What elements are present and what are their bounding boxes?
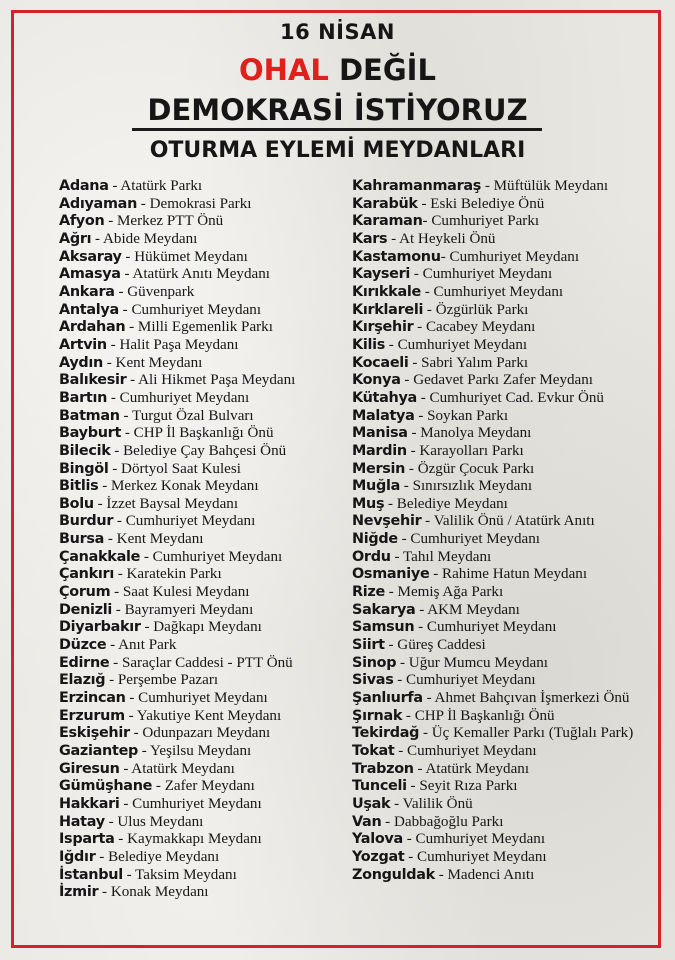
- meeting-place: - Cumhuriyet Meydanı: [113, 513, 256, 530]
- list-item: [352, 602, 644, 620]
- city-name: Sakarya: [352, 601, 416, 618]
- city-name: Konya: [352, 372, 401, 389]
- left-city-list: [59, 178, 344, 902]
- meeting-place: - Cumhuriyet Meydanı: [440, 248, 580, 265]
- list-item: [352, 814, 644, 832]
- city-name: Tunceli: [352, 778, 407, 795]
- meeting-place: - Manolya Meydanı: [407, 425, 532, 442]
- meeting-place: - Cumhuriyet Meydanı: [410, 266, 553, 283]
- city-name: Tekirdağ: [352, 725, 420, 742]
- city-name: Edirne: [59, 654, 110, 671]
- city-name: Eskişehir: [59, 725, 130, 742]
- meeting-place: - Dabbağoğlu Parkı: [381, 813, 504, 830]
- list-item: [352, 849, 644, 867]
- list-item: [59, 425, 344, 443]
- list-item: [59, 725, 344, 743]
- list-item: [352, 549, 644, 567]
- city-name: Bartın: [59, 389, 108, 406]
- list-item: [59, 849, 344, 867]
- city-name: Uşak: [352, 795, 391, 812]
- list-item: [59, 619, 344, 637]
- list-item: [352, 672, 644, 690]
- list-item: [59, 302, 344, 320]
- subtitle-heading: OTURMA EYLEMİ MEYDANLARI: [149, 138, 526, 163]
- city-name: Zonguldak: [352, 866, 435, 883]
- list-item: [59, 266, 344, 284]
- list-item: [352, 867, 644, 885]
- list-item: [59, 778, 344, 796]
- list-item: [59, 461, 344, 479]
- city-name: Yozgat: [352, 848, 405, 865]
- meeting-place: - Valilik Önü / Atatürk Anıtı: [421, 513, 595, 530]
- meeting-place: - Odunpazarı Meydanı: [129, 725, 271, 742]
- list-item: [352, 478, 644, 496]
- list-item: [59, 584, 344, 602]
- list-item: [352, 302, 644, 320]
- list-item: [59, 602, 344, 620]
- meeting-place: - Milli Egemenlik Parkı: [125, 319, 273, 336]
- city-name: Hatay: [59, 813, 105, 830]
- meeting-place: - Atatürk Meydanı: [119, 760, 235, 777]
- meeting-place: - Cumhuriyet Meydanı: [118, 301, 262, 318]
- city-name: Van: [352, 813, 382, 830]
- meeting-place: - Perşembe Pazarı: [105, 672, 219, 689]
- meeting-place: - Halit Paşa Meydanı: [106, 336, 239, 353]
- city-name: Kilis: [352, 336, 386, 353]
- list-item: [352, 231, 644, 249]
- meeting-place: - CHP İl Başkanlığı Önü: [121, 425, 274, 442]
- meeting-place: - Hükümet Meydanı: [121, 248, 248, 265]
- meeting-place: - Seyit Rıza Parkı: [406, 778, 518, 795]
- meeting-place: - Cumhuriyet Meydanı: [393, 672, 536, 689]
- list-item: [59, 549, 344, 567]
- meeting-place: - Sınırsızlık Meydanı: [400, 478, 533, 495]
- city-name: Gaziantep: [59, 743, 139, 759]
- city-name: Erzurum: [59, 707, 125, 724]
- heading-underline: [132, 128, 542, 131]
- meeting-place: - Bayramyeri Meydanı: [112, 601, 254, 618]
- list-item: [59, 337, 344, 355]
- city-name: Kastamonu: [352, 248, 441, 265]
- list-item: [352, 178, 644, 196]
- city-name: Şırnak: [352, 707, 403, 724]
- city-name: Mersin: [352, 460, 406, 477]
- city-name: Çankırı: [59, 566, 114, 583]
- list-item: [59, 249, 344, 267]
- meeting-place: - Üç Kemaller Parkı (Tuğlalı Park): [419, 725, 634, 742]
- city-name: Düzce: [59, 637, 107, 654]
- meeting-place: - Yakutiye Kent Meydanı: [124, 707, 282, 724]
- city-name: Ankara: [59, 283, 115, 300]
- meeting-place: - Ahmet Bahçıvan İşmerkezi Önü: [422, 690, 630, 707]
- right-city-list: [352, 178, 644, 884]
- city-name: Ağrı: [59, 230, 92, 247]
- list-item: [352, 461, 644, 479]
- date-heading: 16 NİSAN: [280, 20, 395, 44]
- city-name: Denizli: [59, 601, 113, 618]
- city-name: Sinop: [352, 654, 397, 671]
- city-name: Bingöl: [59, 460, 109, 477]
- city-name: Bitlis: [59, 478, 99, 495]
- list-item: [59, 761, 344, 779]
- list-item: [352, 355, 644, 373]
- list-item: [59, 814, 344, 832]
- meeting-place: - Yeşilsu Meydanı: [138, 743, 252, 759]
- meeting-place: - Cumhuriyet Meydanı: [107, 389, 250, 406]
- city-name: Karaman: [352, 213, 423, 230]
- meeting-place: - Taksim Meydanı: [122, 866, 237, 883]
- city-name: Hakkari: [59, 795, 120, 812]
- city-name: Malatya: [352, 407, 415, 424]
- meeting-place: - Cumhuriyet Cad. Evkur Önü: [416, 389, 604, 406]
- meeting-place: - Atatürk Anıtı Meydanı: [120, 266, 270, 283]
- meeting-place: - Cumhuriyet Meydanı: [420, 283, 564, 300]
- list-item: [59, 637, 344, 655]
- city-name: Aydın: [59, 354, 103, 371]
- meeting-place: - Merkez PTT Önü: [104, 213, 224, 230]
- list-item: [59, 566, 344, 584]
- city-name: Çorum: [59, 584, 111, 601]
- list-item: [59, 690, 344, 708]
- list-item: [59, 355, 344, 373]
- meeting-place: - Cumhuriyet Meydanı: [404, 848, 547, 865]
- city-name: Karabük: [352, 195, 418, 212]
- meeting-place: - Dağkapı Meydanı: [140, 619, 262, 636]
- city-name: Adana: [59, 178, 109, 194]
- city-name: Bursa: [59, 531, 105, 548]
- meeting-place: - Karayolları Parkı: [406, 442, 524, 459]
- city-name: Antalya: [59, 301, 119, 318]
- meeting-place: - Cumhuriyet Meydanı: [385, 336, 528, 353]
- meeting-place: - Eski Belediye Önü: [417, 195, 545, 212]
- meeting-place: - Valilik Önü: [390, 795, 473, 812]
- city-name: Kahramanmaraş: [352, 178, 482, 194]
- city-name: Gümüşhane: [59, 778, 153, 795]
- meeting-place: - Uğur Mumcu Meydanı: [396, 654, 548, 671]
- city-name: İzmir: [59, 884, 99, 901]
- list-item: [352, 778, 644, 796]
- meeting-place: - Cumhuriyet Meydanı: [402, 831, 546, 848]
- demokrasi-heading: DEMOKRASİ İSTİYORUZ: [147, 93, 528, 127]
- list-item: [59, 213, 344, 231]
- list-item: [352, 390, 644, 408]
- city-name: Erzincan: [59, 690, 126, 707]
- meeting-place: - Atatürk Parkı: [108, 178, 203, 194]
- list-item: [59, 831, 344, 849]
- city-name: Burdur: [59, 513, 114, 530]
- city-name: Samsun: [352, 619, 415, 636]
- city-name: Bayburt: [59, 425, 122, 442]
- city-name: Ardahan: [59, 319, 126, 336]
- list-item: [59, 408, 344, 426]
- ohal-heading: [0, 53, 675, 87]
- city-name: Batman: [59, 407, 120, 424]
- list-item: [352, 249, 644, 267]
- city-name: Şanlıurfa: [352, 690, 423, 707]
- city-name: Rize: [352, 584, 385, 601]
- meeting-place: - Sabri Yalım Parkı: [408, 354, 529, 371]
- meeting-place: - Cumhuriyet Meydanı: [414, 619, 557, 636]
- list-item: [352, 319, 644, 337]
- city-name: Artvin: [59, 336, 107, 353]
- list-item: [352, 619, 644, 637]
- meeting-place: - At Heykeli Önü: [387, 230, 496, 247]
- meeting-place: - Karatekin Parkı: [113, 566, 222, 583]
- list-item: [59, 884, 344, 902]
- city-name: Kütahya: [352, 389, 417, 406]
- meeting-place: - Kent Meydanı: [102, 354, 203, 371]
- city-name: Tokat: [352, 743, 395, 759]
- list-item: [59, 372, 344, 390]
- meeting-place: - Cumhuriyet Meydanı: [140, 548, 283, 565]
- city-name: Manisa: [352, 425, 408, 442]
- meeting-place: - Güvenpark: [114, 283, 195, 300]
- list-item: [352, 513, 644, 531]
- city-name: Kırıkkale: [352, 283, 421, 300]
- meeting-place: - Cumhuriyet Meydanı: [394, 743, 537, 759]
- city-name: Elazığ: [59, 672, 106, 689]
- meeting-place: - Cumhuriyet Meydanı: [119, 795, 262, 812]
- list-item: [59, 319, 344, 337]
- city-name: Afyon: [59, 213, 105, 230]
- city-name: Amasya: [59, 266, 121, 283]
- meeting-place: - Özgür Çocuk Parkı: [405, 460, 535, 477]
- meeting-place: - Cumhuriyet Meydanı: [397, 531, 540, 548]
- city-name: Balıkesir: [59, 372, 127, 389]
- list-item: [352, 655, 644, 673]
- meeting-place: - Ulus Meydanı: [104, 813, 204, 830]
- meeting-place: - Müftülük Meydanı: [481, 178, 609, 194]
- list-item: [59, 743, 344, 761]
- list-item: [352, 637, 644, 655]
- degil-word: DEĞİL: [328, 53, 436, 87]
- list-item: [352, 584, 644, 602]
- meeting-place: - Belediye Meydanı: [95, 848, 220, 865]
- city-name: Isparta: [59, 831, 115, 848]
- city-name: Kayseri: [352, 266, 411, 283]
- meeting-place: - Abide Meydanı: [91, 230, 198, 247]
- city-name: Aksaray: [59, 248, 122, 265]
- list-item: [352, 831, 644, 849]
- meeting-place: - AKM Meydanı: [415, 601, 520, 618]
- meeting-place: - Güreş Caddesi: [384, 637, 486, 654]
- list-item: [59, 284, 344, 302]
- meeting-place: - CHP İl Başkanlığı Önü: [402, 707, 555, 724]
- ohal-word: OHAL: [239, 53, 329, 87]
- list-item: [59, 867, 344, 885]
- list-item: [59, 196, 344, 214]
- list-item: [352, 213, 644, 231]
- list-item: [352, 531, 644, 549]
- city-name: Muğla: [352, 478, 401, 495]
- meeting-place: - Demokrasi Parkı: [137, 195, 252, 212]
- meeting-place: - Turgut Özal Bulvarı: [119, 407, 254, 424]
- list-item: [59, 231, 344, 249]
- meeting-place: - İzzet Baysal Meydanı: [93, 495, 239, 512]
- list-item: [352, 708, 644, 726]
- city-name: Bolu: [59, 495, 94, 512]
- city-name: Yalova: [352, 831, 403, 848]
- meeting-place: - Anıt Park: [106, 637, 177, 654]
- meeting-place: - Cumhuriyet Parkı: [422, 213, 540, 230]
- list-item: [352, 425, 644, 443]
- list-item: [352, 566, 644, 584]
- meeting-place: - Tahıl Meydanı: [390, 548, 492, 565]
- list-item: [352, 690, 644, 708]
- meeting-place: - Belediye Meydanı: [384, 495, 508, 512]
- city-name: Çanakkale: [59, 548, 141, 565]
- meeting-place: - Merkez Konak Meydanı: [98, 478, 259, 495]
- list-item: [352, 372, 644, 390]
- city-name: Siirt: [352, 637, 385, 654]
- city-name: Iğdır: [59, 848, 96, 865]
- meeting-place: - Soykan Parkı: [414, 407, 509, 424]
- list-item: [59, 443, 344, 461]
- city-name: Adıyaman: [59, 195, 138, 212]
- city-name: Bilecik: [59, 442, 111, 459]
- meeting-place: - Memiş Ağa Parkı: [384, 584, 504, 601]
- list-item: [352, 743, 644, 761]
- list-item: [59, 796, 344, 814]
- list-item: [59, 513, 344, 531]
- meeting-place: - Belediye Çay Bahçesi Önü: [110, 442, 287, 459]
- list-item: [352, 761, 644, 779]
- city-name: Nevşehir: [352, 513, 422, 530]
- city-name: Sivas: [352, 672, 394, 689]
- meeting-place: - Ali Hikmet Paşa Meydanı: [126, 372, 296, 389]
- city-name: Diyarbakır: [59, 619, 141, 636]
- meeting-place: - Gedavet Parkı Zafer Meydanı: [400, 372, 593, 389]
- meeting-place: - Kent Meydanı: [104, 531, 204, 548]
- meeting-place: - Kaymakkapı Meydanı: [114, 831, 262, 848]
- meeting-place: - Saraçlar Caddesi - PTT Önü: [109, 654, 293, 671]
- meeting-place: - Atatürk Meydanı: [413, 760, 530, 777]
- city-name: Ordu: [352, 548, 391, 565]
- meeting-place: - Rahime Hatun Meydanı: [429, 566, 588, 583]
- meeting-place: - Konak Meydanı: [98, 884, 209, 901]
- city-name: Kars: [352, 230, 388, 247]
- list-item: [352, 408, 644, 426]
- list-item: [59, 390, 344, 408]
- list-item: [352, 266, 644, 284]
- list-item: [59, 531, 344, 549]
- city-name: Mardin: [352, 442, 407, 459]
- city-name: Trabzon: [352, 760, 414, 777]
- meeting-place: - Saat Kulesi Meydanı: [110, 584, 250, 601]
- list-item: [59, 178, 344, 196]
- meeting-place: - Özgürlük Parkı: [423, 301, 529, 318]
- meeting-place: - Zafer Meydanı: [152, 778, 255, 795]
- list-item: [352, 496, 644, 514]
- list-item: [59, 708, 344, 726]
- city-name: İstanbul: [59, 866, 123, 883]
- city-name: Kırklareli: [352, 301, 424, 318]
- list-item: [352, 284, 644, 302]
- list-item: [59, 478, 344, 496]
- city-name: Kocaeli: [352, 354, 409, 371]
- list-item: [352, 443, 644, 461]
- list-item: [352, 725, 644, 743]
- list-item: [352, 337, 644, 355]
- list-item: [352, 196, 644, 214]
- city-name: Niğde: [352, 531, 398, 548]
- list-item: [59, 496, 344, 514]
- list-item: [59, 672, 344, 690]
- meeting-place: - Cumhuriyet Meydanı: [125, 690, 268, 707]
- meeting-place: - Madenci Anıtı: [434, 866, 535, 883]
- list-item: [352, 796, 644, 814]
- city-name: Giresun: [59, 760, 120, 777]
- meeting-place: - Cacabey Meydanı: [413, 319, 536, 336]
- list-item: [59, 655, 344, 673]
- city-name: Muş: [352, 495, 385, 512]
- meeting-place: - Dörtyol Saat Kulesi: [108, 460, 241, 477]
- city-name: Osmaniye: [352, 566, 430, 583]
- city-name: Kırşehir: [352, 319, 414, 336]
